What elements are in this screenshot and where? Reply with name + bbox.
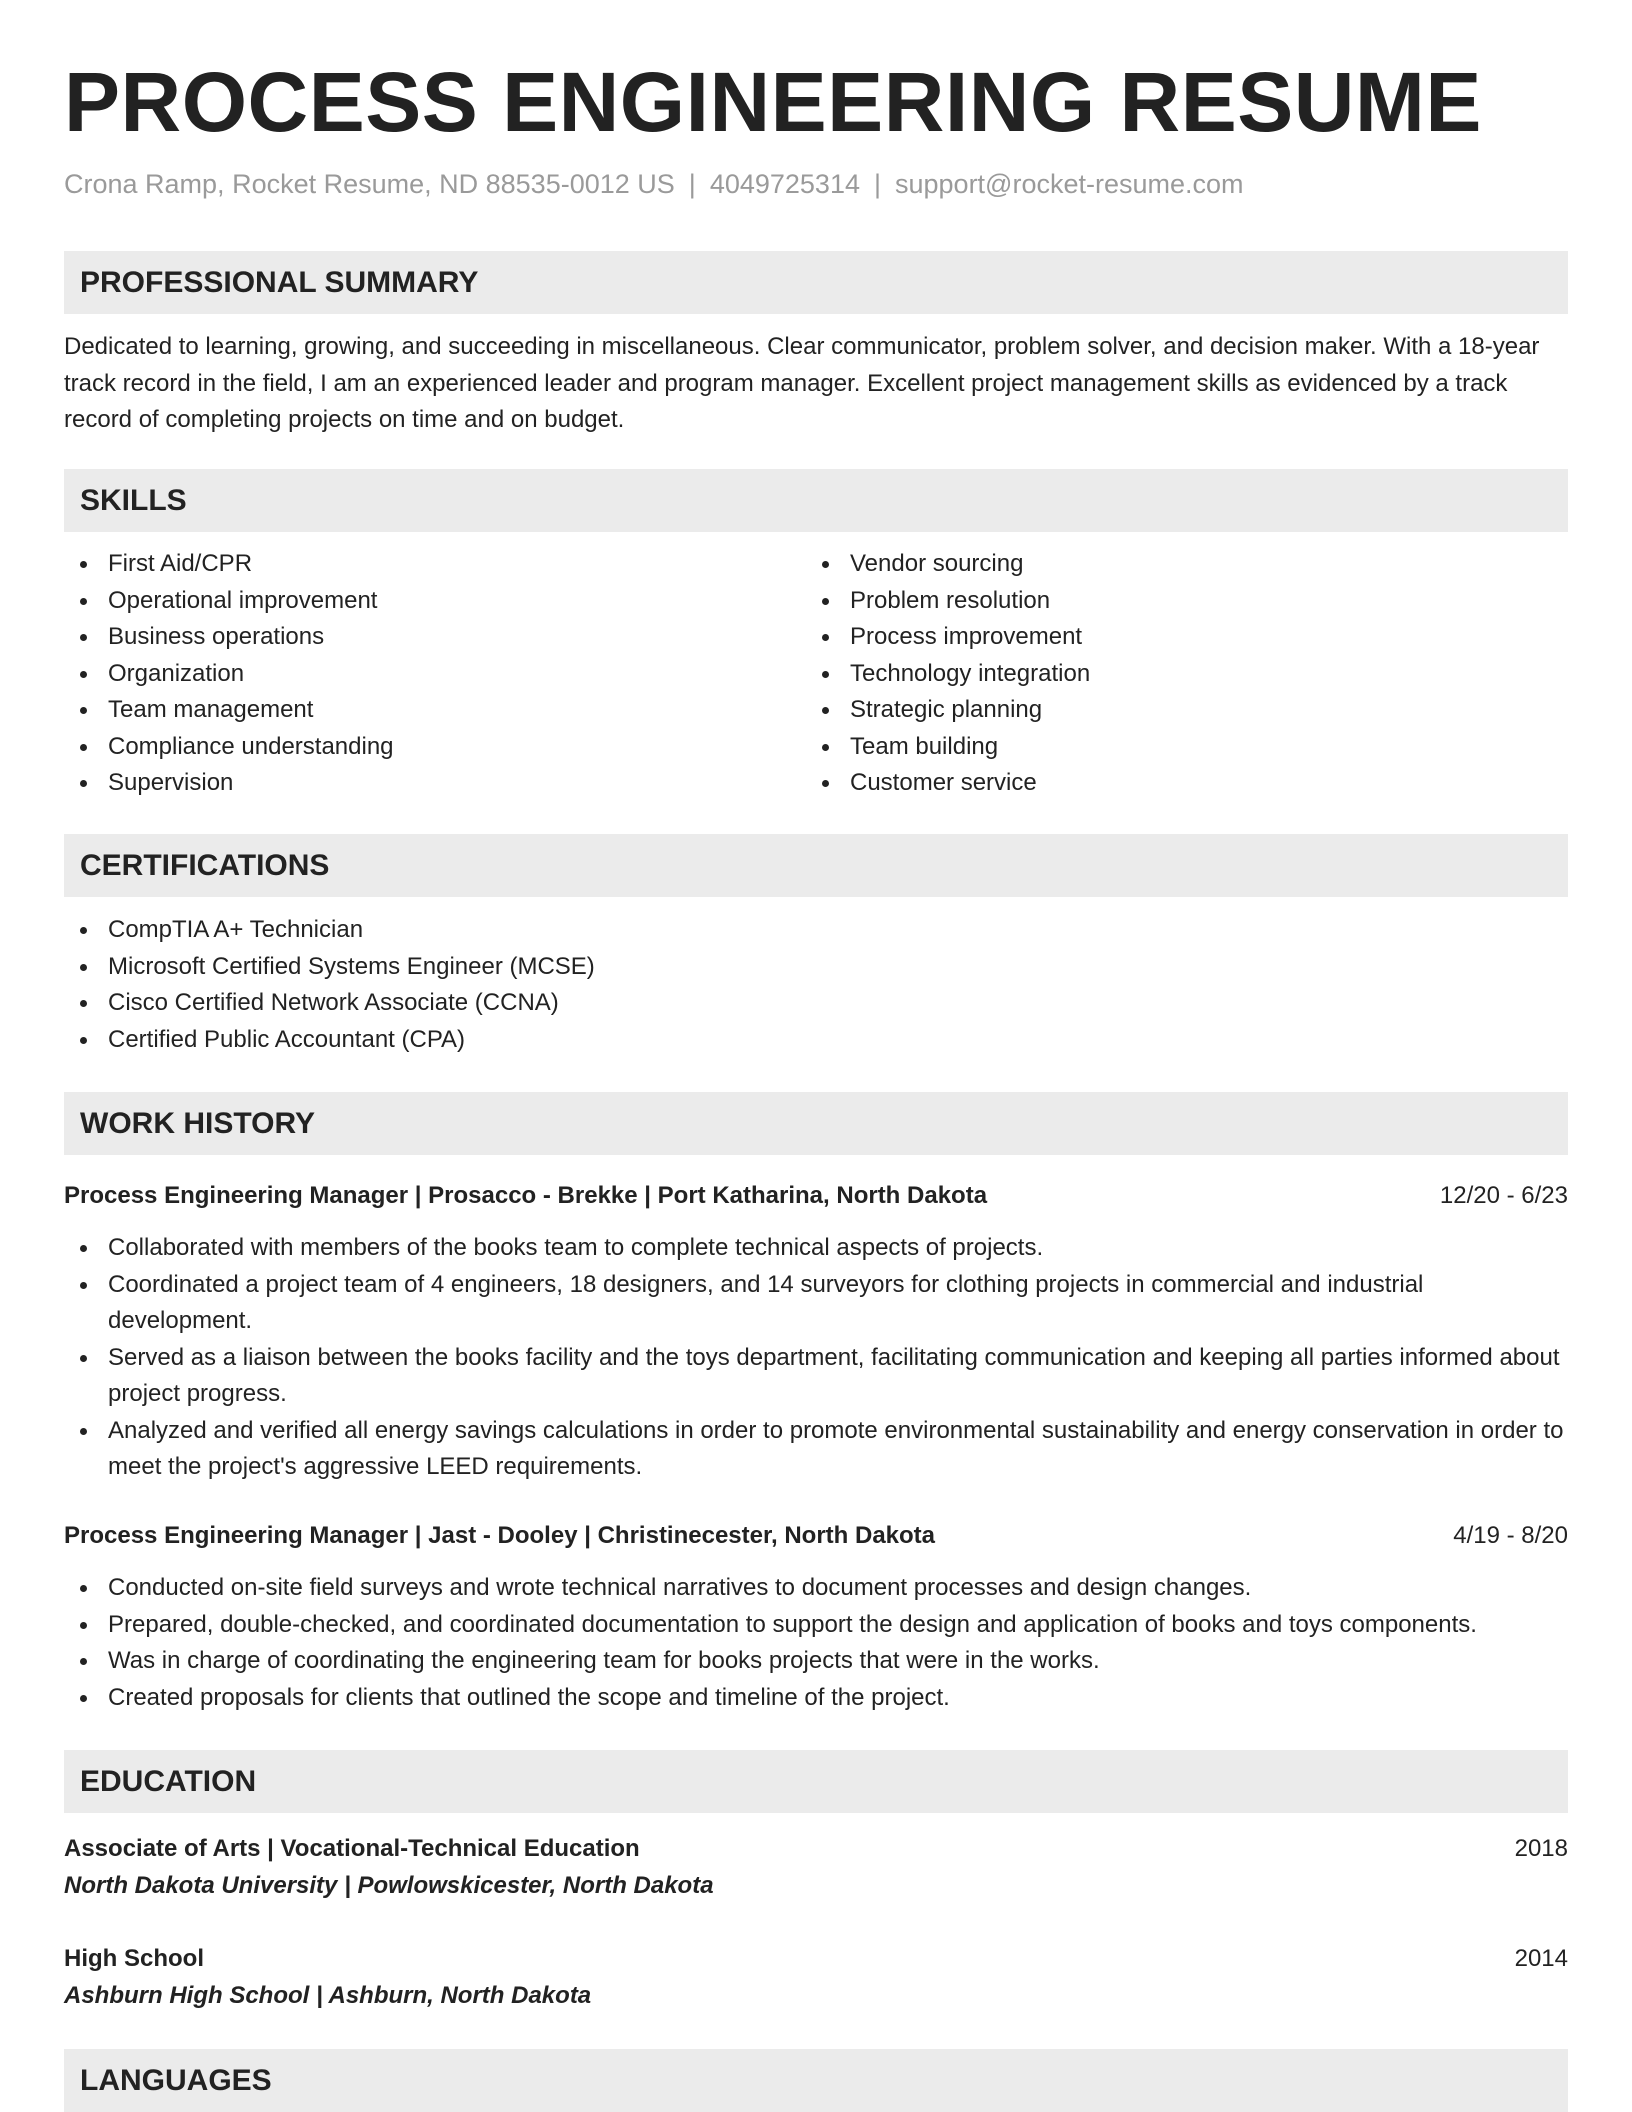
contact-email: support@rocket-resume.com [895,169,1244,199]
education-degree: High School [64,1945,204,1972]
contact-separator: | [688,169,696,199]
job-bullets [64,1570,1568,1716]
job-bullet: Prepared, double-checked, and coordinated documentation to support the design and application of books and toys components. [64,1607,1568,1644]
summary-text: Dedicated to learning, growing, and succeeding in miscellaneous. Clear communicator, problem solver, and decision maker. With a 18-year track record in the field, I am an experienced leader and program manager. Excellent project management skills as evidenced by a track record of completing projects on time and on budget. [64,333,1540,433]
skill-item: Compliance understanding [64,729,804,766]
contact-address: Crona Ramp, Rocket Resume, ND 88535-0012 US [64,169,675,199]
certification-item: Cisco Certified Network Associate (CCNA) [64,985,1568,1022]
job-header [64,1518,1568,1554]
languages-heading: LANGUAGES [64,2049,1568,2112]
job-bullet: Coordinated a project team of 4 engineers, 18 designers, and 14 surveyors for clothing projects in commercial and industrial development. [64,1267,1568,1340]
skill-item: Team management [64,692,804,729]
job-title: Process Engineering Manager | Prosacco - Brekke | Port Katharina, North Dakota [64,1182,988,1209]
skill-item: First Aid/CPR [64,546,804,583]
skill-item: Customer service [806,765,1566,802]
job-bullet: Created proposals for clients that outlined the scope and timeline of the project. [64,1680,1568,1717]
job-bullet: Analyzed and verified all energy savings calculations in order to promote environmental sustainability and energy conservation in order to meet the project's aggressive LEED requirements. [64,1413,1568,1486]
summary-heading: PROFESSIONAL SUMMARY [64,251,1568,314]
skill-item: Team building [806,729,1566,766]
job-bullet: Collaborated with members of the books team to complete technical aspects of projects. [64,1230,1568,1267]
job-bullet: Conducted on-site field surveys and wrote technical narratives to document processes and design changes. [64,1570,1568,1607]
job-bullets [64,1230,1568,1486]
education-school: North Dakota University | Powlowskicester, North Dakota [64,1872,714,1899]
certifications-list [64,912,1568,1058]
education-heading: EDUCATION [64,1750,1568,1813]
skill-item: Vendor sourcing [806,546,1566,583]
skills-list-right [806,546,1566,802]
job-title: Process Engineering Manager | Jast - Dooley | Christinecester, North Dakota [64,1522,936,1549]
certification-item: CompTIA A+ Technician [64,912,1568,949]
skill-item: Process improvement [806,619,1566,656]
skill-item: Organization [64,656,804,693]
skills-heading: SKILLS [64,469,1568,532]
education-degree: Associate of Arts | Vocational-Technical Education [64,1835,640,1862]
education-year: 2014 [1514,1945,1568,1972]
education-school: Ashburn High School | Ashburn, North Dakota [64,1982,592,2009]
skill-item: Operational improvement [64,583,804,620]
certification-item: Microsoft Certified Systems Engineer (MCSE) [64,949,1568,986]
contact-phone: 4049725314 [709,169,860,199]
work-history-heading: WORK HISTORY [64,1092,1568,1155]
education-year: 2018 [1514,1835,1568,1862]
skill-item: Technology integration [806,656,1566,693]
skills-list-left [64,546,804,802]
education-header [64,1831,1568,1867]
certification-item: Certified Public Accountant (CPA) [64,1022,1568,1059]
skill-item: Supervision [64,765,804,802]
job-dates: 12/20 - 6/23 [1439,1182,1568,1209]
job-header [64,1178,1568,1214]
contact-separator: | [873,169,881,199]
job-dates: 4/19 - 8/20 [1453,1522,1568,1549]
skill-item: Business operations [64,619,804,656]
certifications-heading: CERTIFICATIONS [64,834,1568,897]
job-bullet: Served as a liaison between the books facility and the toys department, facilitating communication and keeping all parties informed about project progress. [64,1340,1568,1413]
skill-item: Problem resolution [806,583,1566,620]
education-header [64,1941,1568,1977]
skill-item: Strategic planning [806,692,1566,729]
resume-title: PROCESS ENGINEERING RESUME [64,55,1482,149]
contact-line [64,166,1244,202]
job-bullet: Was in charge of coordinating the engineering team for books projects that were in the works. [64,1643,1568,1680]
